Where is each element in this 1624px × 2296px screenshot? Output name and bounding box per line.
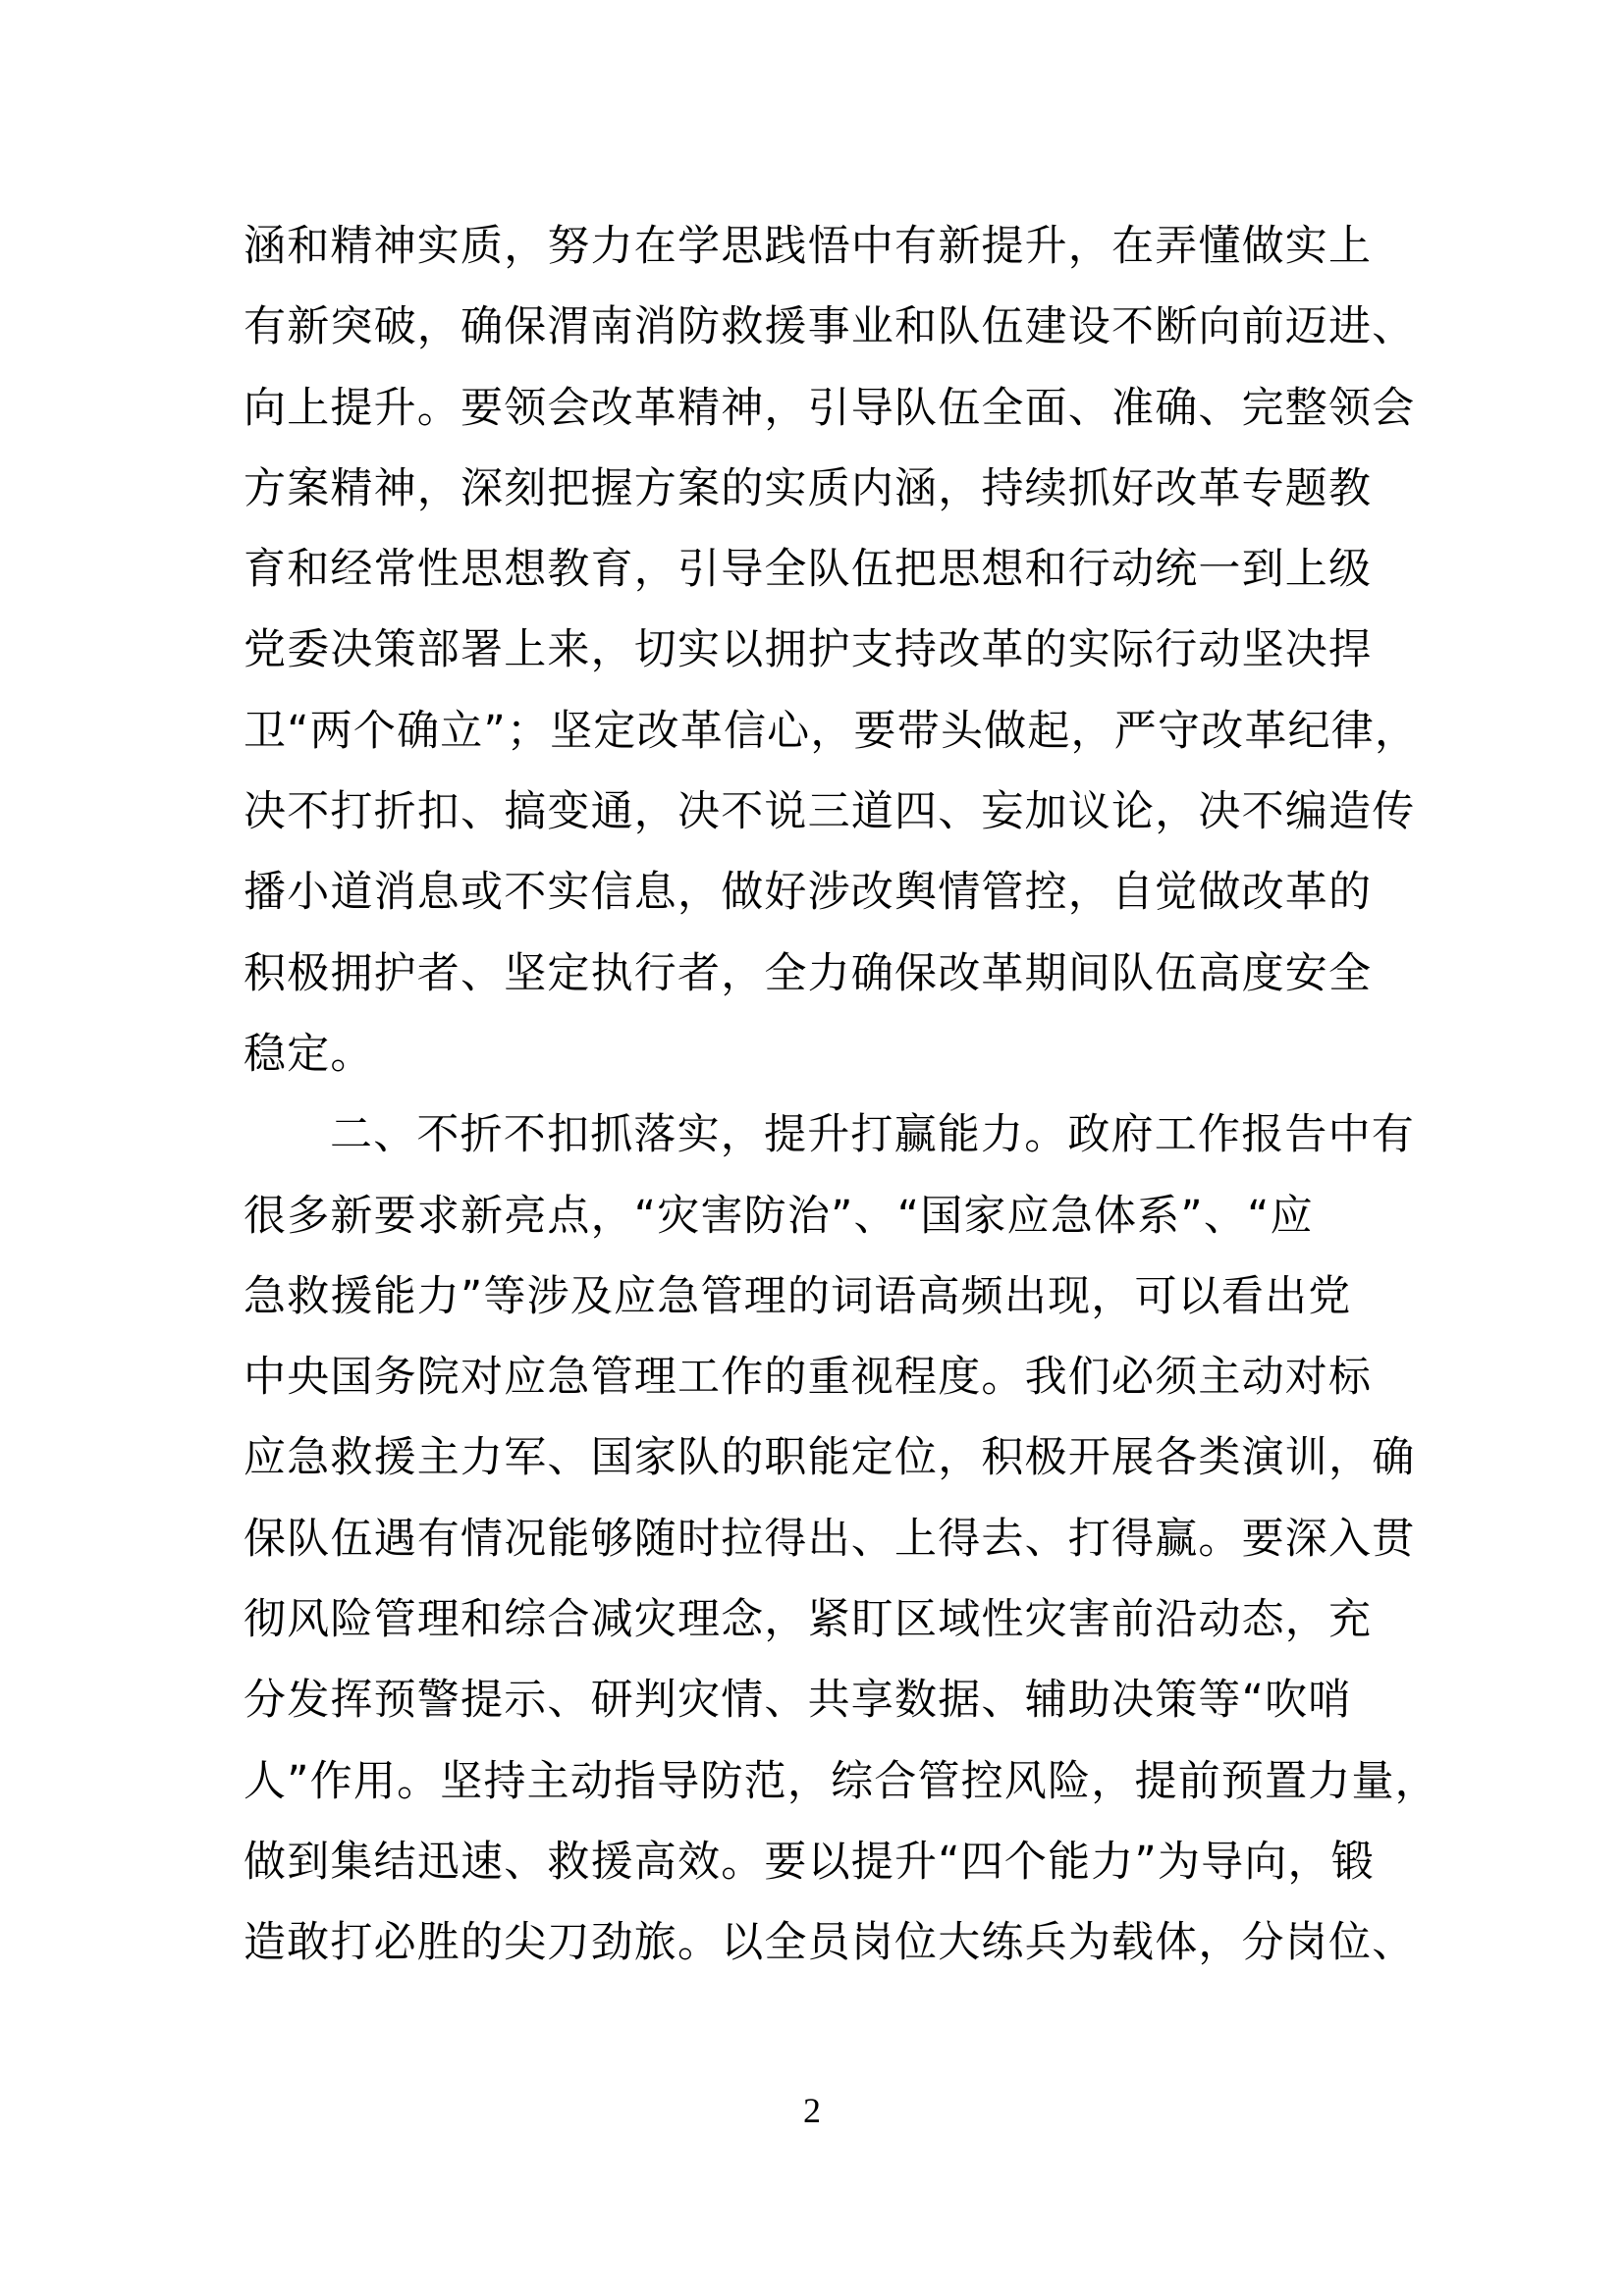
text-line: 保队伍遇有情况能够随时拉得出、上得去、打得赢。要深入贯 — [244, 1514, 1416, 1564]
text-line: 播小道消息或不实信息，做好涉改舆情管控，自觉做改革的 — [244, 868, 1373, 918]
text-line: 彻风险管理和综合减灾理念，紧盯区域性灾害前沿动态，充 — [244, 1595, 1373, 1645]
text-line: 方案精神，深刻把握方案的实质内涵，持续抓好改革专题教 — [244, 463, 1373, 513]
text-line: 人”作用。坚持主动指导防范，综合管控风险，提前预置力量， — [244, 1756, 1438, 1806]
text-line: 涵和精神实质，努力在学思践悟中有新提升，在弄懂做实上 — [244, 222, 1373, 271]
text-line: 稳定。 — [244, 1029, 374, 1079]
text-line: 向上提升。要领会改革精神，引导队伍全面、准确、完整领会 — [244, 383, 1416, 433]
text-line: 党委决策部署上来，切实以拥护支持改革的实际行动坚决捍 — [244, 625, 1373, 675]
text-line: 做到集结迅速、救援高效。要以提升“四个能力”为导向，锻 — [244, 1837, 1375, 1887]
text-line: 有新突破，确保渭南消防救援事业和队伍建设不断向前迈进、 — [244, 302, 1416, 352]
text-line: 造敢打必胜的尖刀劲旅。以全员岗位大练兵为载体，分岗位、 — [244, 1918, 1416, 1968]
text-line: 应急救援主力军、国家队的职能定位，积极开展各类演训，确 — [244, 1433, 1416, 1483]
paragraph-2 — [244, 1095, 1438, 1983]
document-page-body — [244, 206, 1438, 1984]
text-line: 分发挥预警提示、研判灾情、共享数据、辅助决策等“吹哨 — [244, 1676, 1352, 1726]
paragraph-1 — [244, 206, 1419, 1095]
text-line: 很多新要求新亮点，“灾害防治”、“国家应急体系”、“应 — [244, 1191, 1314, 1241]
text-line: 积极拥护者、坚定执行者，全力确保改革期间队伍高度安全 — [244, 948, 1373, 998]
text-line: 决不打折扣、搞变通，决不说三道四、妄加议论，决不编造传 — [244, 787, 1416, 837]
section-heading-line: 二、不折不扣抓落实，提升打赢能力。政府工作报告中有 — [330, 1110, 1415, 1160]
text-line: 中央国务院对应急管理工作的重视程度。我们必须主动对标 — [244, 1353, 1373, 1403]
text-line: 育和经常性思想教育，引导全队伍把思想和行动统一到上级 — [244, 545, 1373, 595]
page-number: 2 — [803, 2091, 821, 2130]
text-line: 急救援能力”等涉及应急管理的词语高频出现，可以看出党 — [244, 1271, 1352, 1321]
text-line: 卫“两个确立”；坚定改革信心，要带头做起，严守改革纪律， — [244, 706, 1419, 756]
